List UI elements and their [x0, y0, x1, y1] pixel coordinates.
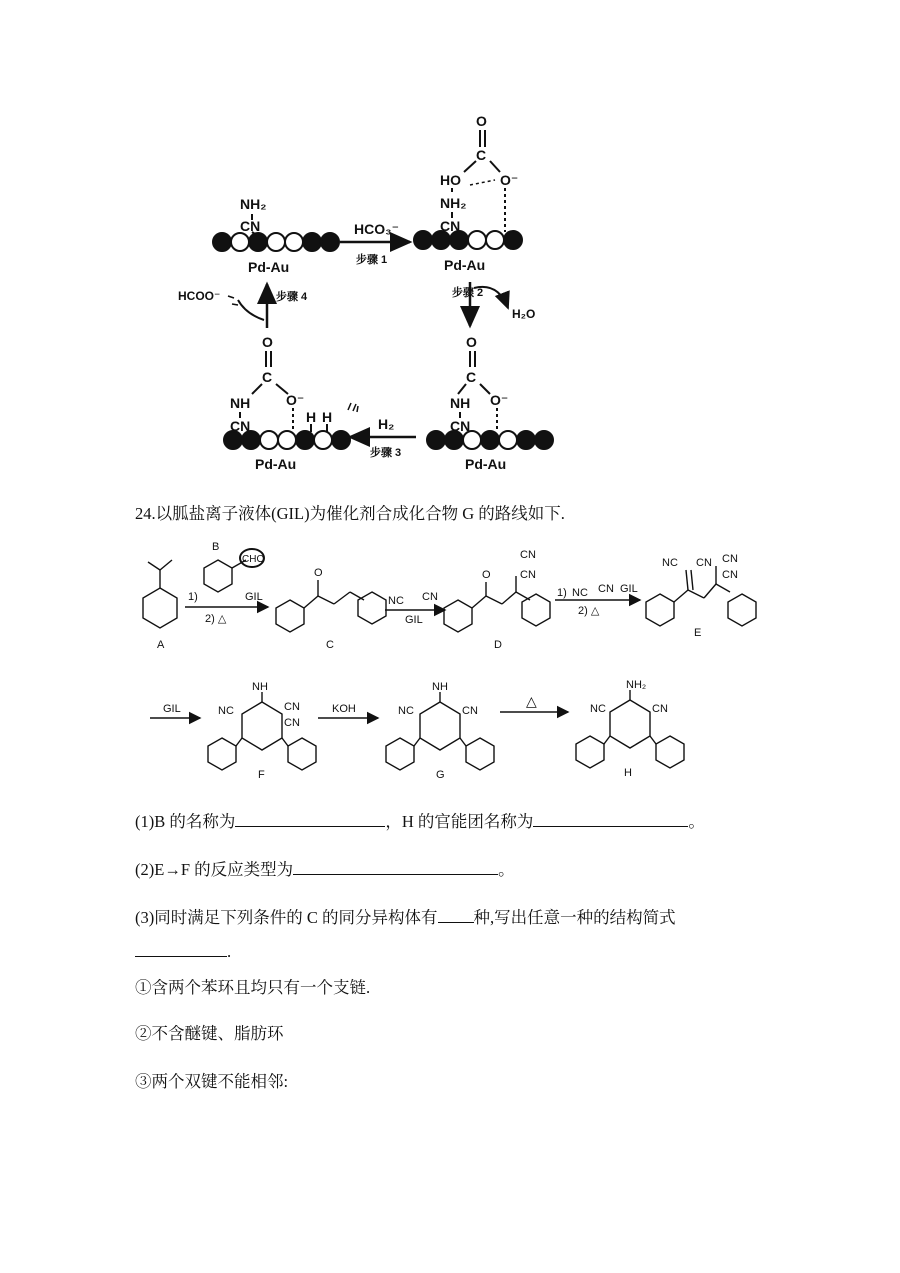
answer-blank-isomer-count[interactable]: [438, 906, 474, 923]
cn-g: CN: [462, 705, 478, 717]
h-label-2: H: [322, 409, 333, 425]
catalyst-label-tr: Pd-Au: [444, 257, 486, 273]
nc-e: NC: [662, 557, 678, 569]
step2-text-2: 2) △: [578, 605, 600, 617]
question-3: (3)同时满足下列条件的 C 的同分异构体有 种,写出任意一种的结构简式: [135, 908, 676, 927]
malononitrile-nc-2: NC: [572, 587, 588, 599]
carbon-br: C: [466, 369, 477, 385]
heat-symbol: △: [526, 693, 537, 709]
step3-label: 步骤 3: [370, 447, 402, 459]
ho-label: HO: [440, 172, 461, 188]
cho-label: CHO: [242, 554, 265, 565]
nh-label-bl: NH: [230, 395, 251, 411]
carbonyl-o-d: O: [482, 569, 491, 581]
nh-label-br: NH: [450, 395, 471, 411]
question-2: (2)E→F 的反应类型为 。: [135, 860, 515, 879]
cn-e-1: CN: [696, 557, 712, 569]
step4-product: HCOO⁻: [178, 289, 221, 303]
surface-top-left: [213, 196, 339, 275]
question-title: 24.以胍盐离子液体(GIL)为催化剂合成化合物 G 的路线如下.: [135, 504, 565, 523]
cn-label-bl: CN: [230, 418, 251, 434]
o-minus-bl: O⁻: [286, 392, 305, 408]
cn-label-br: CN: [450, 418, 471, 434]
nh2-h: NH₂: [626, 679, 647, 691]
step4-label: 步骤 4: [276, 291, 308, 303]
question-1: (1)B 的名称为 ，H 的官能团名称为 。: [135, 812, 705, 831]
step2-label: 步骤 2: [452, 287, 484, 299]
o-minus-label: O⁻: [500, 172, 519, 188]
h-label-1: H: [306, 409, 317, 425]
step1-text-2: 1): [557, 587, 567, 599]
step1-label: 步骤 1: [356, 254, 388, 266]
cn-e-3: CN: [722, 569, 738, 581]
synthesis-route-diagram: [0, 530, 900, 780]
surface-bottom-left: [224, 334, 350, 472]
compound-a-label: A: [157, 639, 165, 651]
surface-bottom-right: [427, 334, 553, 472]
step2-product: H₂O: [512, 307, 536, 321]
nc-g: NC: [398, 705, 414, 717]
catalyst-label-br: Pd-Au: [465, 456, 507, 472]
o-minus-br: O⁻: [490, 392, 509, 408]
nh-g: NH: [432, 681, 448, 693]
compound-e-label: E: [694, 627, 702, 639]
surface-top-right: [414, 113, 522, 273]
gil-label-3: GIL: [620, 583, 638, 595]
malononitrile-cn-2: CN: [598, 583, 614, 595]
koh-label: KOH: [332, 703, 356, 715]
gil-label-1: GIL: [245, 591, 263, 603]
step3-reagent: H₂: [378, 416, 395, 432]
answer-blank-b-name[interactable]: [235, 810, 385, 827]
step2-text: 2) △: [205, 613, 227, 625]
compound-h-label: H: [624, 767, 632, 779]
cn-label: CN: [240, 218, 261, 234]
step1-text: 1): [188, 591, 198, 603]
compound-c-label: C: [326, 639, 334, 651]
cn-e-2: CN: [722, 553, 738, 565]
condition-1: ①含两个苯环且均只有一个支链.: [135, 978, 371, 997]
cn-label-tr: CN: [440, 218, 461, 234]
answer-blank-h-group[interactable]: [533, 810, 688, 827]
catalyst-label: Pd-Au: [248, 259, 290, 275]
malononitrile-cn: CN: [422, 591, 438, 603]
compound-b-label: B: [212, 541, 220, 553]
compound-f-label: F: [258, 769, 265, 780]
nc-h: NC: [590, 703, 606, 715]
carbon-label: C: [476, 147, 487, 163]
cn-h: CN: [652, 703, 668, 715]
compound-g-label: G: [436, 769, 445, 780]
compound-d-label: D: [494, 639, 502, 651]
answer-blank-structure[interactable]: [135, 940, 227, 957]
nh2-label-tr: NH₂: [440, 195, 467, 211]
carbonyl-o-c: O: [314, 567, 323, 579]
carbon-bl: C: [262, 369, 273, 385]
condition-3: ③两个双键不能相邻:: [135, 1072, 289, 1091]
cn-d-1: CN: [520, 549, 536, 561]
nh2-label: NH₂: [240, 196, 267, 212]
gil-label-2: GIL: [405, 614, 423, 626]
nh-f: NH: [252, 681, 268, 693]
gil-label-4: GIL: [163, 703, 181, 715]
catalytic-cycle-diagram: [0, 0, 900, 490]
step1-reagent: HCO₃⁻: [354, 221, 399, 237]
answer-blank-reaction-type[interactable]: [293, 858, 498, 875]
carbonyl-o-br: O: [466, 334, 477, 350]
question-3-cont: .: [135, 940, 231, 962]
carbonyl-o-bl: O: [262, 334, 273, 350]
condition-2: ②不含醚键、脂肪环: [135, 1024, 284, 1043]
nc-f: NC: [218, 705, 234, 717]
catalyst-label-bl: Pd-Au: [255, 456, 297, 472]
carbonyl-o: O: [476, 113, 487, 129]
cn-f-1: CN: [284, 701, 300, 713]
malononitrile-nc: NC: [388, 595, 404, 607]
cn-d-2: CN: [520, 569, 536, 581]
cn-f-2: CN: [284, 717, 300, 729]
